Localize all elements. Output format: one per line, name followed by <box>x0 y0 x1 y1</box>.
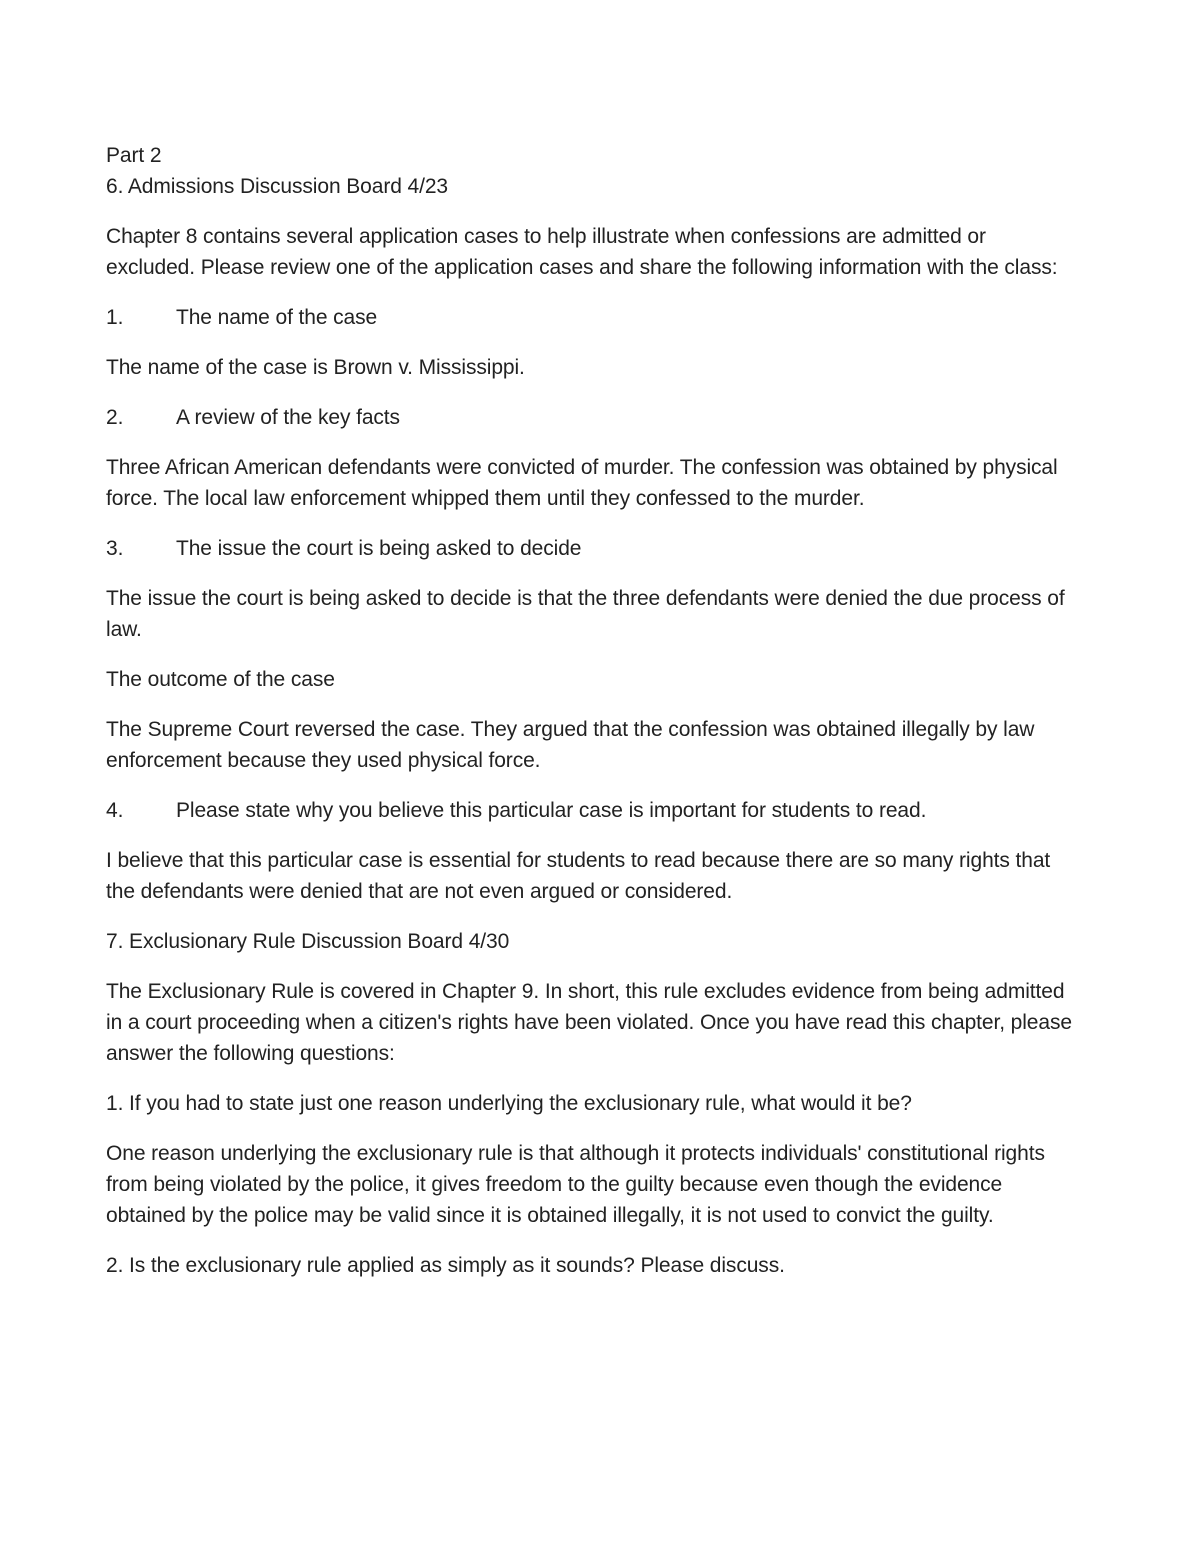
document-page <box>106 140 1076 1300</box>
question-number: 1. <box>106 306 124 329</box>
section-6-question-4 <box>106 795 1076 826</box>
section-7-question-1: 1. If you had to state just one reason underlying the exclusionary rule, what would it be? <box>106 1092 912 1115</box>
section-6-heading: 6. Admissions Discussion Board 4/23 <box>106 175 449 198</box>
question-number: 3. <box>106 537 124 560</box>
question-text: A review of the key facts <box>176 406 400 429</box>
question-text: The name of the case <box>176 306 378 329</box>
section-7-answer-1: One reason underlying the exclusionary rule is that although it protects individuals' constitutional rights from being violated by the police, it gives freedom to the guilty because even though the evidence obtained by the police may be valid since it is obtained illegally, it is not used to convict the guilty. <box>106 1142 1045 1227</box>
question-text: Please state why you believe this particular case is important for students to read. <box>176 799 927 822</box>
section-6-intro: Chapter 8 contains several application cases to help illustrate when confessions are admitted or excluded. Please review one of the application cases and share the following information with the class: <box>106 225 1058 279</box>
section-6-question-1 <box>106 302 1076 333</box>
section-7-heading: 7. Exclusionary Rule Discussion Board 4/30 <box>106 930 510 953</box>
section-7-question-2: 2. Is the exclusionary rule applied as simply as it sounds? Please discuss. <box>106 1254 785 1277</box>
question-text: The issue the court is being asked to decide <box>176 537 582 560</box>
section-6-question-3 <box>106 533 1076 564</box>
section-6-outcome-label: The outcome of the case <box>106 668 335 691</box>
section-6-answer-4: I believe that this particular case is essential for students to read because there are so many rights that the defendants were denied that are not even argued or considered. <box>106 849 1051 903</box>
question-number: 4. <box>106 799 124 822</box>
section-6-answer-2: Three African American defendants were convicted of murder. The confession was obtained by physical force. The local law enforcement whipped them until they confessed to the murder. <box>106 456 1058 510</box>
section-6-question-2 <box>106 402 1076 433</box>
question-number: 2. <box>106 406 124 429</box>
part-title: Part 2 <box>106 144 162 167</box>
section-6-answer-1: The name of the case is Brown v. Mississippi. <box>106 356 525 379</box>
section-6-answer-3: The issue the court is being asked to decide is that the three defendants were denied the due process of law. <box>106 587 1065 641</box>
section-7-intro: The Exclusionary Rule is covered in Chapter 9. In short, this rule excludes evidence from being admitted in a court proceeding when a citizen's rights have been violated. Once you have read this chapter, please answer the following questions: <box>106 980 1072 1065</box>
section-6-outcome-text: The Supreme Court reversed the case. They argued that the confession was obtained illegally by law enforcement because they used physical force. <box>106 718 1035 772</box>
